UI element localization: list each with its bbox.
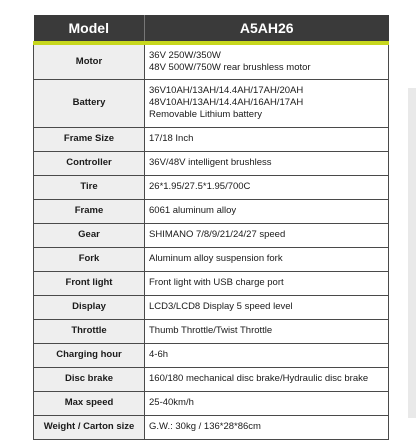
spec-value — [145, 223, 389, 247]
spec-value-line: 6061 aluminum alloy — [149, 205, 237, 216]
spec-value — [145, 319, 389, 343]
spec-sheet — [33, 15, 388, 440]
spec-value — [145, 247, 389, 271]
table-row — [34, 151, 389, 175]
table-row — [34, 199, 389, 223]
spec-value — [145, 271, 389, 295]
spec-label: Max speed — [34, 391, 145, 415]
spec-label: Tire — [34, 175, 145, 199]
table-row — [34, 319, 389, 343]
spec-value — [145, 43, 389, 79]
spec-label: Charging hour — [34, 343, 145, 367]
header-model-label: Model — [34, 15, 145, 43]
spec-value-line: LCD3/LCD8 Display 5 speed level — [149, 301, 293, 312]
spec-label: Frame Size — [34, 127, 145, 151]
spec-table-body — [34, 43, 389, 439]
spec-value — [145, 79, 389, 127]
spec-label: Disc brake — [34, 367, 145, 391]
spec-label: Motor — [34, 43, 145, 79]
table-row — [34, 175, 389, 199]
spec-value-line: 160/180 mechanical disc brake/Hydraulic disc brake — [149, 373, 369, 384]
spec-value-line: 36V/48V intelligent brushless — [149, 157, 272, 168]
table-row — [34, 295, 389, 319]
table-row — [34, 127, 389, 151]
spec-label: Controller — [34, 151, 145, 175]
table-row — [34, 79, 389, 127]
header-model-value: A5AH26 — [145, 15, 389, 43]
table-row — [34, 415, 389, 439]
table-row — [34, 43, 389, 79]
spec-value-line: 48V10AH/13AH/14.4AH/16AH/17AH — [149, 97, 304, 108]
spec-label: Battery — [34, 79, 145, 127]
spec-value — [145, 127, 389, 151]
spec-value — [145, 391, 389, 415]
spec-label: Front light — [34, 271, 145, 295]
spec-value — [145, 199, 389, 223]
spec-label: Gear — [34, 223, 145, 247]
table-row — [34, 271, 389, 295]
table-row — [34, 391, 389, 415]
page-edge-strip — [408, 88, 416, 418]
spec-value-line: Thumb Throttle/Twist Throttle — [149, 325, 273, 336]
spec-value-line: 17/18 Inch — [149, 133, 194, 144]
spec-value — [145, 151, 389, 175]
spec-value — [145, 175, 389, 199]
spec-value-line: Removable Lithium battery — [149, 109, 262, 120]
spec-value-line: 36V10AH/13AH/14.4AH/17AH/20AH — [149, 85, 304, 96]
spec-label: Throttle — [34, 319, 145, 343]
spec-value-line: 26*1.95/27.5*1.95/700C — [149, 181, 251, 192]
spec-value-line: Front light with USB charge port — [149, 277, 284, 288]
spec-value-line: 4-6h — [149, 349, 169, 360]
spec-label: Display — [34, 295, 145, 319]
spec-value-line: 25-40km/h — [149, 397, 194, 408]
table-row — [34, 247, 389, 271]
spec-table-header — [34, 15, 389, 43]
spec-label: Fork — [34, 247, 145, 271]
spec-table — [33, 15, 389, 440]
spec-value-line: SHIMANO 7/8/9/21/24/27 speed — [149, 229, 286, 240]
table-row — [34, 367, 389, 391]
spec-label: Frame — [34, 199, 145, 223]
spec-value — [145, 295, 389, 319]
spec-value-line: Aluminum alloy suspension fork — [149, 253, 283, 264]
table-row — [34, 223, 389, 247]
spec-value — [145, 415, 389, 439]
spec-value — [145, 367, 389, 391]
spec-value-line: 48V 500W/750W rear brushless motor — [149, 61, 311, 73]
spec-label: Weight / Carton size — [34, 415, 145, 439]
spec-value-line: G.W.: 30kg / 136*28*86cm — [149, 421, 261, 432]
spec-value — [145, 343, 389, 367]
spec-value-line: 36V 250W/350W — [149, 49, 221, 61]
table-row — [34, 343, 389, 367]
